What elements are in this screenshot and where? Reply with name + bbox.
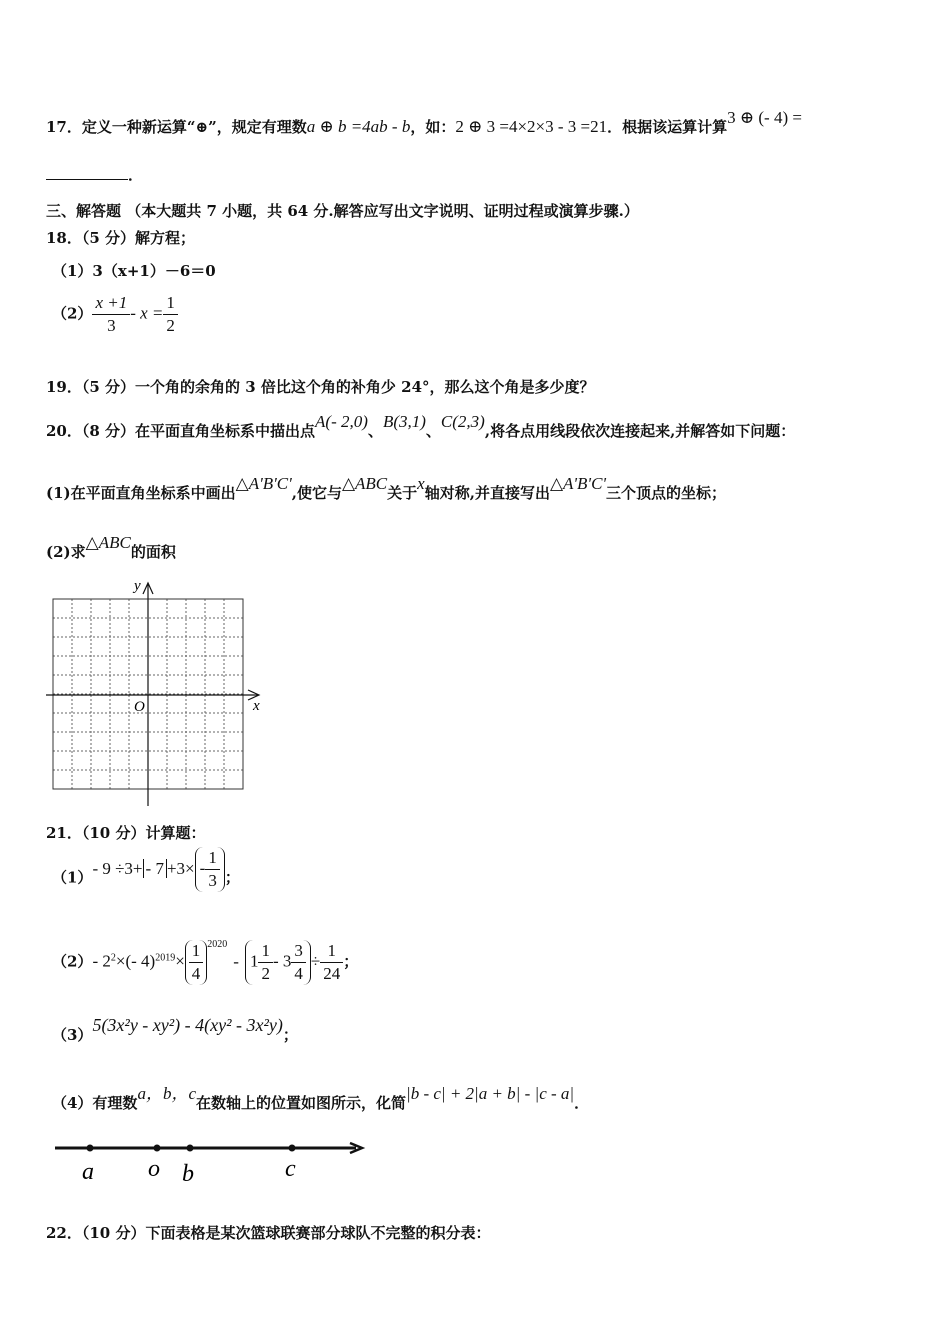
q20-sep: 、 [425,422,441,440]
q20-sub1-text: 关于 [387,484,418,502]
number-line [50,1134,400,1186]
q17-answer-line [46,164,143,185]
fraction [92,292,130,337]
q17-example: 2 ⊕ 3 =4×2×3 - 3 =21 [455,117,608,136]
point-c: C(2,3) [440,412,485,431]
q20-sub1-text: ,使它与 [291,484,342,502]
fraction [291,940,306,985]
triangle-abc: △ABC [341,474,388,493]
q20-sub2 [46,533,176,562]
axis-x: x [417,474,425,493]
triangle-prime: △A'B'C' [235,474,292,493]
q20-line [46,412,796,441]
expr-text: +3× [166,858,195,878]
mixed-whole: 1 [249,951,259,971]
expr-text: - 2 [92,951,111,971]
fraction-numerator: x +1 [92,292,130,315]
fraction-numerator: 1 [163,292,178,315]
label-c: c [285,1156,296,1182]
expr-end: ． [574,1094,590,1112]
triangle-abc: △ABC [85,533,131,552]
q20-sub2-text: 的面积 [130,543,176,561]
expr-text: - [199,858,206,878]
fraction-denominator: 4 [294,964,303,983]
abs-value: - 7 [143,859,167,878]
fraction-denominator: 2 [261,964,270,983]
q18-part2 [52,292,178,337]
fraction-denominator: 2 [166,316,175,335]
label-b: b [182,1161,194,1186]
q17-text: 17．定义一种新运算“⊕”，规定有理数 [46,118,307,136]
fraction-numerator: 1 [258,940,273,963]
label-o: o [148,1156,160,1182]
expr-text: 5(3x²y - xy²) - 4(xy² - 3x²y) [92,1015,283,1035]
q20-sub1 [46,474,727,503]
q17-query: 3 ⊕ (- 4) = [727,108,802,127]
point-a: A(- 2,0) [315,412,368,431]
label-a: a [82,1159,94,1185]
q17-formula: a ⊕ b =4ab - b [306,117,411,136]
fraction [163,292,178,337]
exponent: 2 [110,952,116,964]
y-axis-label: y [134,578,141,594]
q18-part1: （1）3（x+1）－6＝0 [52,262,216,280]
q21-part-label: （2） [52,952,93,971]
expr-text: ÷ [310,951,321,971]
expr-text: |b - c| + 2|a + b| - |c - a| [406,1084,575,1103]
fraction-numerator: 1 [189,940,204,963]
q18-part2-label: （2） [52,304,93,323]
q21-part2 [52,940,358,985]
q21-part-label: （4）有理数 [52,1094,138,1112]
q21-part4-text: 在数轴上的位置如图所示，化简 [196,1094,407,1112]
expr-text: - 3 [272,951,292,971]
q21-part-label: （1） [52,868,93,887]
q20-suffix: ,将各点用线段依次连接起来,并解答如下问题： [484,422,796,440]
exponent: 2019 [155,952,176,964]
paren-group [245,940,311,985]
expr-text: × [175,951,185,971]
expr-text: - [233,951,239,971]
expr-text: - 9 ÷3+ [92,858,143,878]
fraction [258,940,273,985]
q20-sub1-text: 轴对称,并直接写出 [424,484,550,502]
fraction [320,940,343,985]
fraction-denominator: 3 [208,871,217,890]
q17-line [46,108,802,137]
q21-part-label: （3） [52,1026,93,1044]
exponent: 2020 [207,938,228,950]
x-axis-label: x [253,698,260,714]
q19-text: 19．（5 分）一个角的余角的 3 倍比这个角的补角少 24°，那么这个角是多少度？ [46,378,595,396]
paren-group [195,847,225,892]
fraction-numerator: 3 [291,940,306,963]
variables: a，b，c [137,1084,196,1103]
q22-text: 22．（10 分）下面表格是某次篮球联赛部分球队不完整的积分表： [46,1224,491,1242]
section-3-header: 三、解答题 （本大题共 7 小题，共 64 分.解答应写出文字说明、证明过程或演算步骤.） [46,202,639,220]
expr-end: ； [224,868,240,887]
q21-part4 [52,1084,590,1113]
expr-text: ×(- 4) [115,951,156,971]
q21-title: 21．（10 分）计算题： [46,824,206,842]
fraction-numerator: 1 [205,847,220,870]
expr-end: ； [343,952,359,971]
fraction-denominator: 3 [107,316,116,335]
q17-end: ． [128,166,144,184]
origin-label: O [134,699,145,715]
q20-prefix: 20．（8 分）在平面直角坐标系中描出点 [46,422,316,440]
q18-part2-mid: - x = [130,303,164,323]
fraction [189,940,204,985]
paren-group [185,940,208,985]
coordinate-grid [40,578,270,810]
point-c-dot [289,1145,296,1152]
triangle-prime: △A'B'C' [549,474,607,493]
q17-text3: ．根据该运算计算 [607,118,728,136]
q20-sub2-text: (2)求 [46,543,86,561]
q18-title: 18．（5 分）解方程； [46,229,196,247]
q20-sep: 、 [367,422,383,440]
q20-sub1-text: (1)在平面直角坐标系中画出 [46,484,236,502]
point-b: B(3,1) [382,412,426,431]
point-a-dot [87,1145,94,1152]
q20-sub1-text: 三个顶点的坐标； [606,484,727,502]
point-b-dot [187,1145,194,1152]
q21-part1 [52,848,240,901]
answer-blank [46,165,128,180]
fraction [205,847,220,892]
point-o-dot [154,1145,161,1152]
fraction-denominator: 4 [191,964,201,983]
fraction-denominator: 24 [323,964,341,983]
q21-part3 [52,1015,298,1045]
fraction-numerator: 1 [320,940,343,963]
q17-text2: ，如： [410,118,456,136]
expr-end: ； [282,1026,298,1044]
